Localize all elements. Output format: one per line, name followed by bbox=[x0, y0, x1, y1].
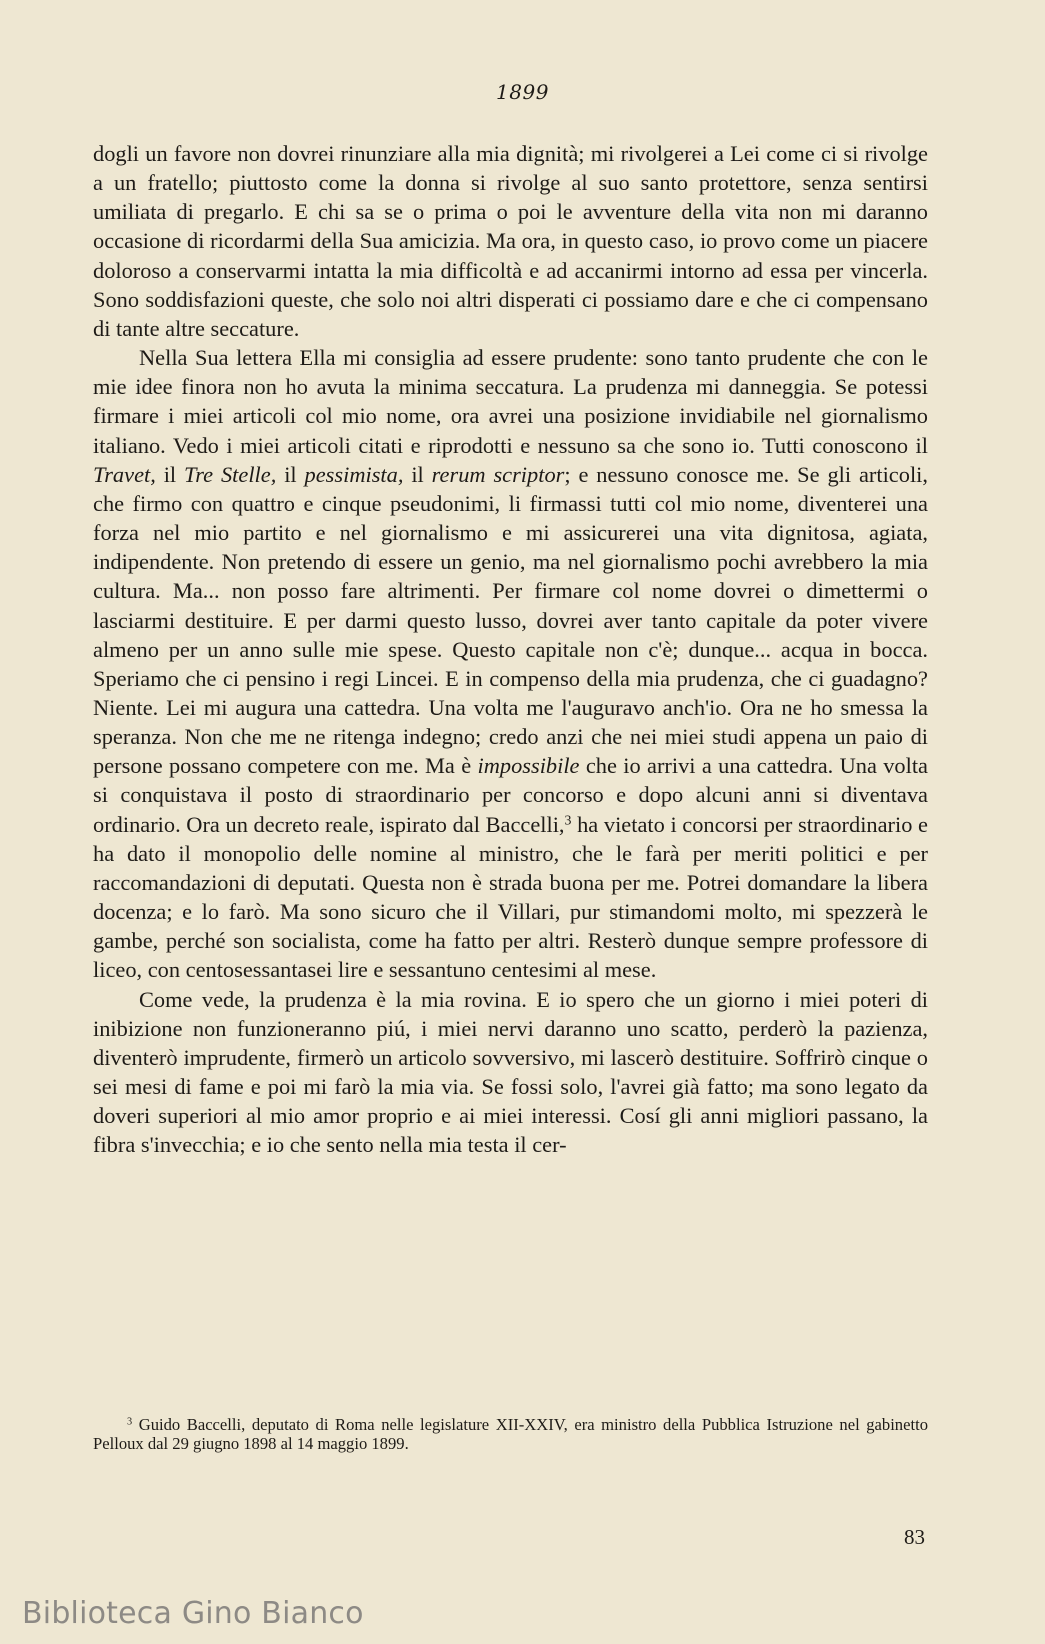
pseudonym-travet: Travet, bbox=[93, 461, 156, 487]
text-run: che io arrivi a una cattedra. Una volta si conquistava il posto di straordinario per concorso e dopo alcuni anni si diventava ordinario. Ora un decreto reale, ispirato dal Baccelli, bbox=[93, 753, 928, 837]
library-watermark: Biblioteca Gino Bianco bbox=[22, 1596, 364, 1631]
footnote-reference: 3 bbox=[564, 812, 572, 828]
running-head: 1899 bbox=[496, 80, 549, 104]
pseudonym-tre-stelle: Tre Stelle, bbox=[184, 461, 277, 487]
paragraph-continued: dogli un favore non dovrei rinunziare alla mia dignità; mi rivolgerei a Lei come ci si rivolge a un fratello; piuttosto come la donna si rivolge al suo santo protettore, senza sentirsi umiliata di pregarlo. E chi sa se o prima o poi le avventure della vita non mi daranno occasione di ricordarmi della Sua amicizia. Ma ora, in questo caso, io provo come un piacere doloroso a conservarmi intatta la mia difficoltà e ad accanirmi intorno ad essa per vincerla. Sono soddisfazioni queste, che solo noi altri disperati ci possiamo dare e che ci compensano di tante altre seccature. bbox=[93, 141, 928, 341]
text-run: ; e nessuno conosce me. Se gli articoli, che firmo con quattro e cinque pseudonimi, li firmassi tutti col mio nome, diventerei una forza nel mio partito e nel giornalismo e mi assicurerei una vita dignitosa, agiata, indipendente. Non pretendo di essere un genio, ma nel giornalismo pochi avrebbero la mia cultura. Ma... non posso fare altrimenti. Per firmare col nome dovrei o dimettermi o lasciarmi destituire. E per darmi questo lusso, dovrei aver tanto capitale da poter vivere almeno per un anno sulle mie spese. Questo capitale non c'è; dunque... acqua in bocca. Speriamo che ci pensino i regi Lincei. E in compenso della mia prudenza, che ci guadagno? Niente. Lei mi augura una cattedra. Una volta me l'auguravo anch'io. Ora ne ho smessa la speranza. Non che me ne ritenga indegno; credo anzi che nei miei studi appena un paio di persone possano competere con me. Ma è bbox=[93, 461, 928, 779]
main-text bbox=[93, 139, 928, 1159]
footnote-marker: 3 bbox=[127, 1416, 133, 1428]
paragraph-prudenza bbox=[93, 343, 928, 984]
pseudonym-rerum-scriptor: rerum scriptor bbox=[431, 461, 565, 487]
paragraph-rovina: Come vede, la prudenza è la mia rovina. E io spero che un giorno i miei poteri di inibizione non funzioneranno piú, i miei nervi daranno uno scatto, perderò la pazienza, diventerò imprudente, firmerò un articolo sovversivo, mi lascerò destituire. Soffrirò cinque o sei mesi di fame e poi mi farò la mia via. Se fossi solo, l'avrei già fatto; ma sono legato da doveri superiori al mio amor proprio e ai miei interessi. Cosí gli anni migliori passano, la fibra s'invecchia; e io che sento nella mia testa il cer- bbox=[93, 986, 928, 1158]
text-run: ha vietato i concorsi per straordinario e ha dato il monopolio delle nomine al ministro, che le farà per meriti politici e per raccomandazioni di deputati. Questa non è strada buona per me. Potrei domandare la libera docenza; e lo farò. Ma sono sicuro che il Villari, pur stimandomi molto, mi spezzerà le gambe, perché son socialista, come ha fatto per altri. Resterò dunque sempre professore di liceo, con centosessantasei lire e sessantuno centesimi al mese. bbox=[93, 811, 928, 983]
text-run: il bbox=[155, 461, 185, 487]
footnote bbox=[93, 1415, 928, 1453]
text-run: il bbox=[276, 461, 305, 487]
text-run: Nella Sua lettera Ella mi consiglia ad essere prudente: sono tanto prudente che con le mie idee finora non ho avuta la minima seccatura. La prudenza mi danneggia. Se potessi firmare i miei articoli col mio nome, ora avrei una posizione invidiabile nel giornalismo italiano. Vedo i miei articoli citati e riprodotti e nessuno sa che sono io. Tutti conoscono il bbox=[93, 345, 928, 458]
text-run: il bbox=[403, 461, 432, 487]
emphasis-impossibile: impossibile bbox=[477, 753, 580, 779]
footnote-text: Guido Baccelli, deputato di Roma nelle legislature XII-XXIV, era ministro della Pubblica Istruzione nel gabinetto Pelloux dal 29 giugno 1898 al 14 maggio 1899. bbox=[93, 1415, 928, 1453]
page-number: 83 bbox=[904, 1525, 925, 1549]
pseudonym-pessimista: pessimista, bbox=[304, 461, 404, 487]
